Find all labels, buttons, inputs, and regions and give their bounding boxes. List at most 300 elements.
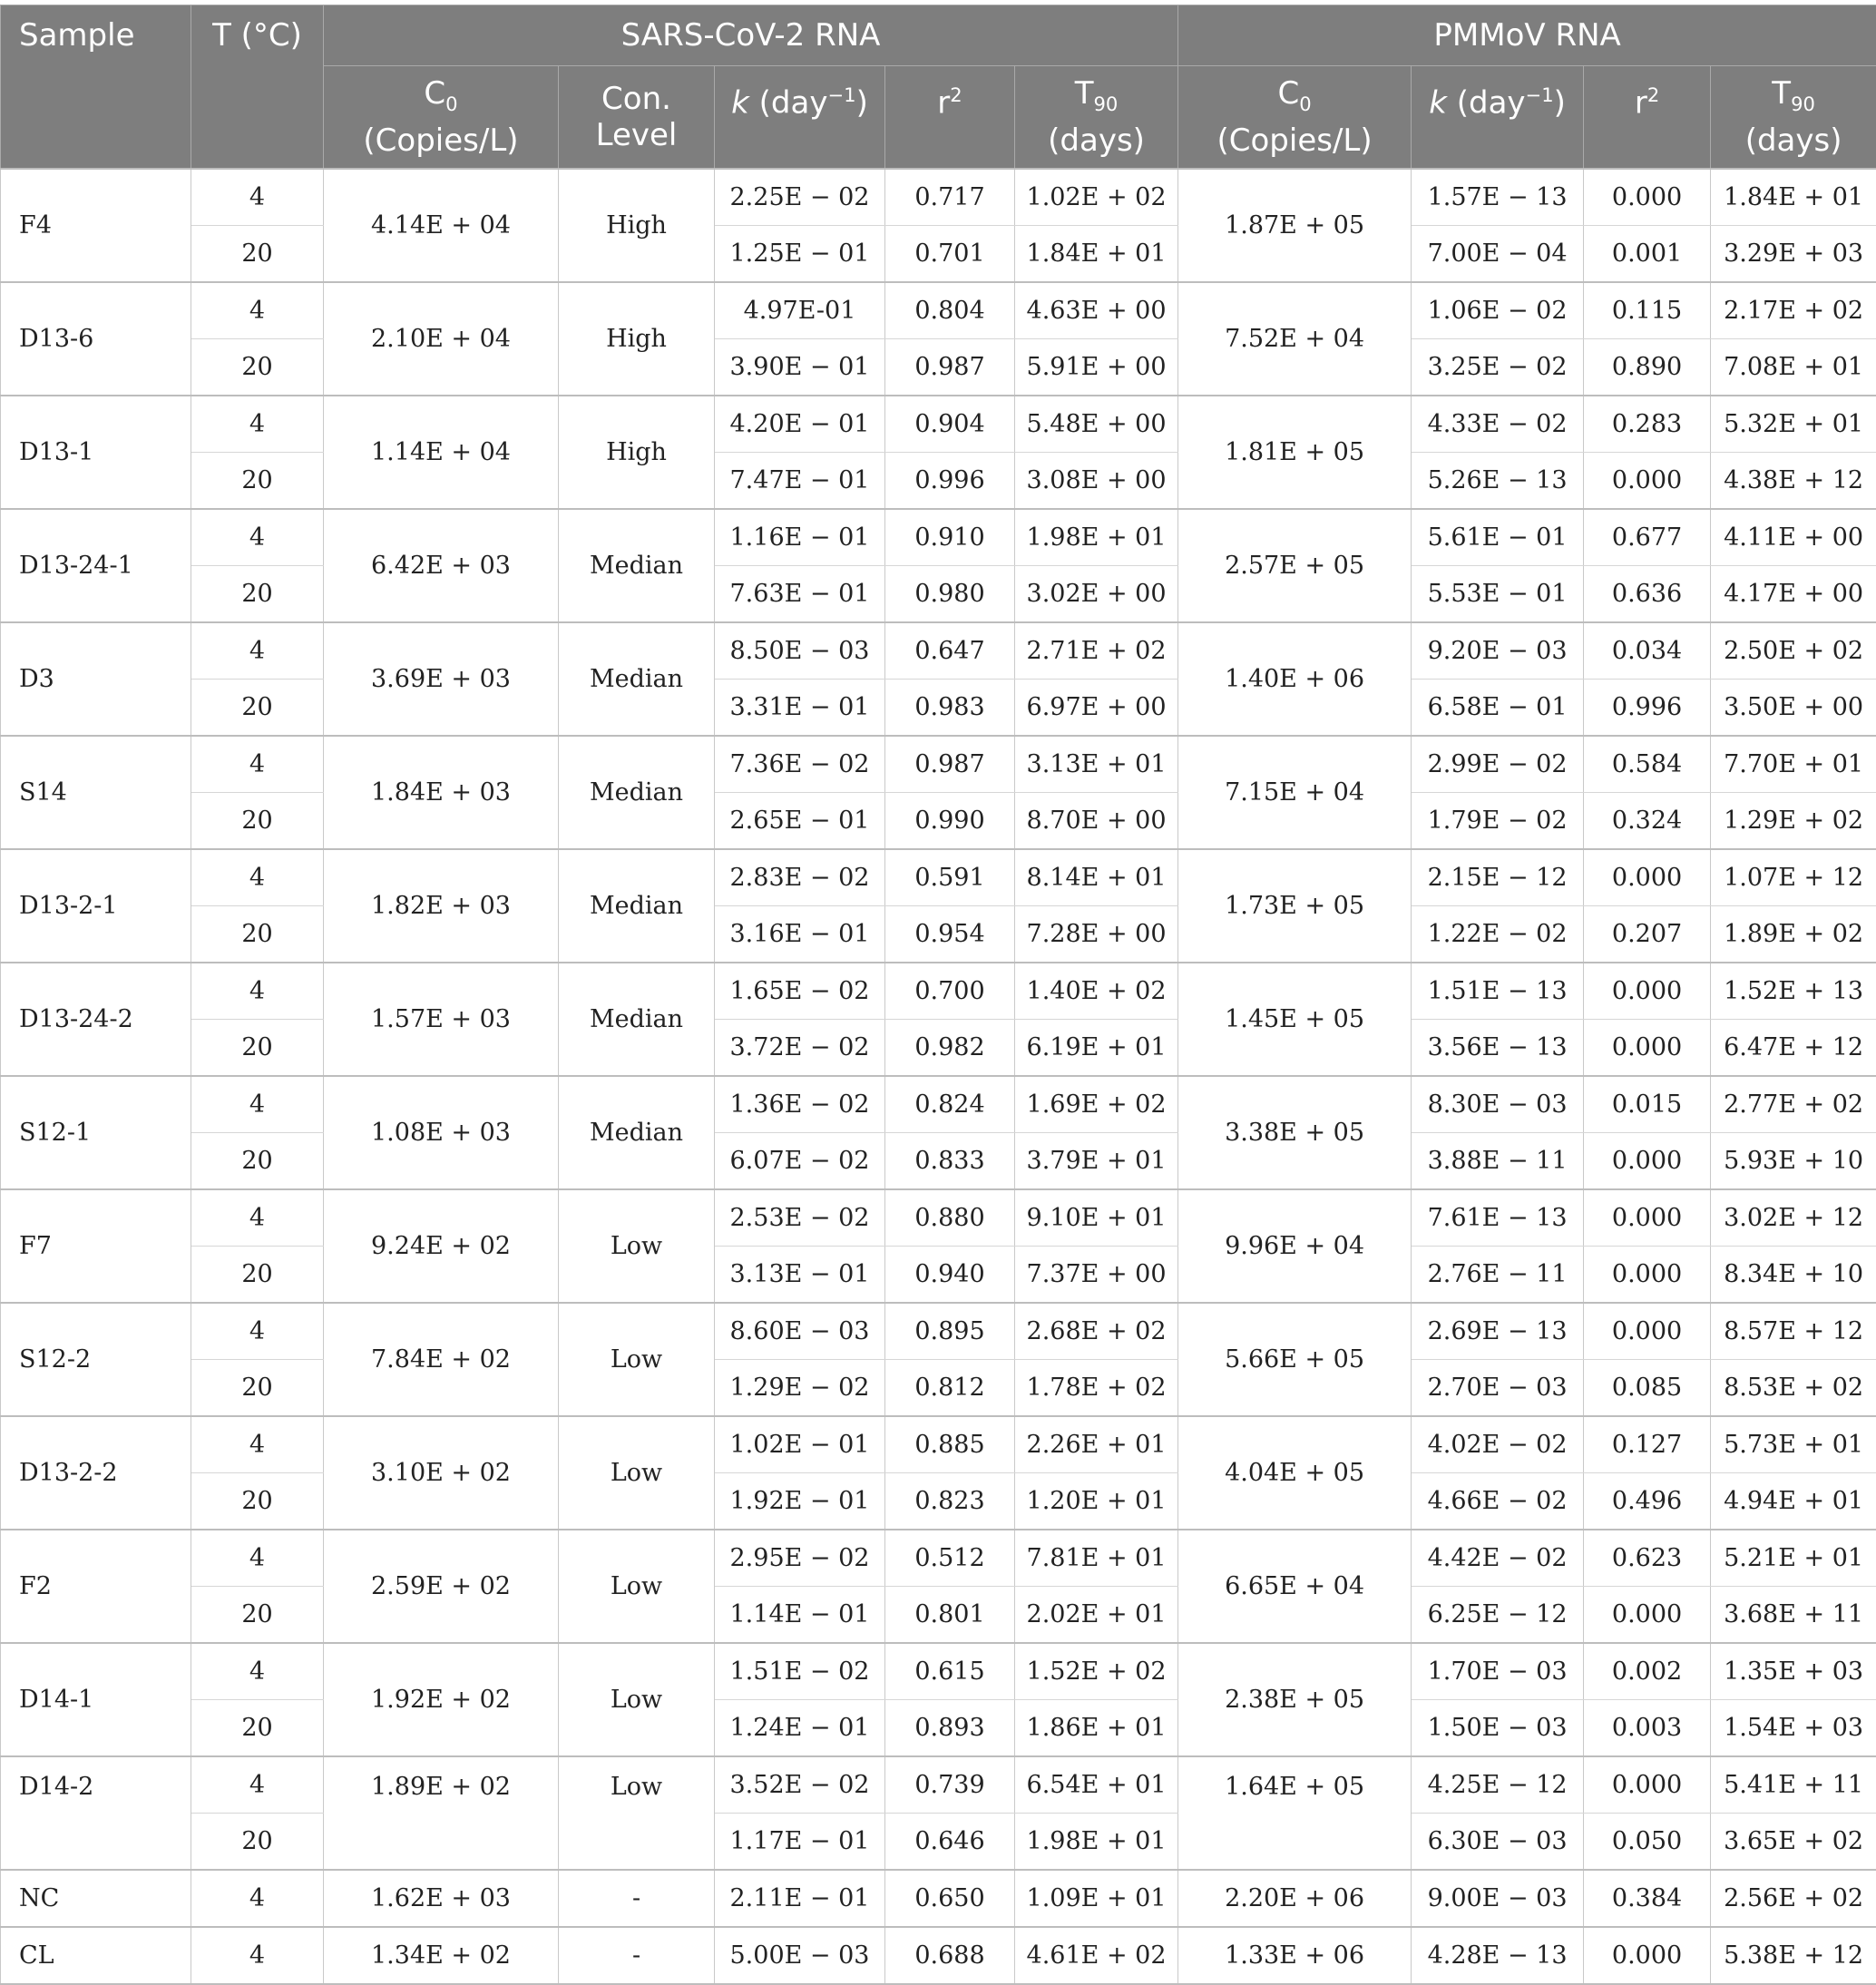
con-level-cell: High — [559, 169, 715, 282]
pmmov-t90-cell: 8.53E + 02 — [1711, 1360, 1876, 1417]
sample-name: F2 — [1, 1530, 191, 1643]
table-row — [1, 509, 1876, 566]
pmmov-k-cell: 5.61E − 01 — [1412, 509, 1584, 566]
sars-t90-cell: 1.98E + 01 — [1015, 1814, 1178, 1871]
sars-k-cell: 2.53E − 02 — [715, 1189, 885, 1247]
pmmov-r2-cell: 0.000 — [1584, 453, 1711, 510]
temperature-cell: 4 — [191, 1189, 324, 1247]
pmmov-r2-cell: 0.000 — [1584, 169, 1711, 226]
pmmov-t90-cell: 3.29E + 03 — [1711, 226, 1876, 283]
temperature-cell: 4 — [191, 736, 324, 793]
table-row — [1, 680, 1876, 737]
pmmov-r2-cell: 0.003 — [1584, 1700, 1711, 1757]
con-level-cell: Low — [559, 1416, 715, 1530]
pmmov-k-cell: 1.57E − 13 — [1412, 169, 1584, 226]
pmmov-t90-cell: 1.84E + 01 — [1711, 169, 1876, 226]
pmmov-t90-cell: 5.38E + 12 — [1711, 1927, 1876, 1984]
temperature-cell: 4 — [191, 1076, 324, 1133]
pmmov-k-cell: 4.02E − 02 — [1412, 1416, 1584, 1473]
pmmov-t90-cell: 5.73E + 01 — [1711, 1416, 1876, 1473]
pmmov-t90-cell: 1.35E + 03 — [1711, 1643, 1876, 1700]
sample-name: F7 — [1, 1189, 191, 1303]
pmmov-k-cell: 1.50E − 03 — [1412, 1700, 1584, 1757]
sars-k-cell: 8.60E − 03 — [715, 1303, 885, 1360]
sample-name: D14-1 — [1, 1643, 191, 1756]
pmmov-r2-cell: 0.115 — [1584, 282, 1711, 339]
sars-r2-cell: 0.987 — [885, 339, 1015, 396]
header-pmmov-t90: $T_{90}$ (days) — [1711, 66, 1876, 170]
sars-c0-cell: 1.82E + 03 — [324, 849, 559, 963]
sars-c0-cell: 1.08E + 03 — [324, 1076, 559, 1189]
sars-t90-cell: 1.86E + 01 — [1015, 1700, 1178, 1757]
pmmov-t90-cell: 5.93E + 10 — [1711, 1133, 1876, 1190]
sample-name: D13-6 — [1, 282, 191, 396]
table-row — [1, 1360, 1876, 1417]
pmmov-k-cell: 9.00E − 03 — [1412, 1870, 1584, 1927]
header-sars-t90: $T_{90}$ (days) — [1015, 66, 1178, 170]
temperature-cell: 20 — [191, 1814, 324, 1871]
header-pmmov-r2: $r^2$ — [1584, 66, 1711, 170]
pmmov-k-cell: 7.61E − 13 — [1412, 1189, 1584, 1247]
sample-name: D13-2-1 — [1, 849, 191, 963]
header-sars-r2: $r^2$ — [885, 66, 1015, 170]
decay-rate-table — [0, 5, 1876, 1985]
temperature-cell: 20 — [191, 1700, 324, 1757]
pmmov-t90-cell: 6.47E + 12 — [1711, 1020, 1876, 1077]
sars-k-cell: 6.07E − 02 — [715, 1133, 885, 1190]
pmmov-r2-cell: 0.085 — [1584, 1360, 1711, 1417]
pmmov-k-cell: 1.70E − 03 — [1412, 1643, 1584, 1700]
con-level-cell: Low — [559, 1189, 715, 1303]
pmmov-c0-cell: 1.73E + 05 — [1178, 849, 1412, 963]
sars-k-cell: 3.13E − 01 — [715, 1247, 885, 1304]
table-row — [1, 566, 1876, 623]
pmmov-t90-cell: 7.70E + 01 — [1711, 736, 1876, 793]
table-row — [1, 1416, 1876, 1473]
pmmov-t90-cell: 2.56E + 02 — [1711, 1870, 1876, 1927]
pmmov-t90-cell: 3.50E + 00 — [1711, 680, 1876, 737]
sars-t90-cell: 6.19E + 01 — [1015, 1020, 1178, 1077]
sars-c0-cell: 1.84E + 03 — [324, 736, 559, 849]
sars-r2-cell: 0.512 — [885, 1530, 1015, 1587]
sars-t90-cell: 1.52E + 02 — [1015, 1643, 1178, 1700]
sars-k-cell: 3.16E − 01 — [715, 906, 885, 963]
sars-k-cell: 1.29E − 02 — [715, 1360, 885, 1417]
con-level-cell: Median — [559, 1076, 715, 1189]
table-row — [1, 339, 1876, 396]
pmmov-k-cell: 1.22E − 02 — [1412, 906, 1584, 963]
pmmov-r2-cell: 0.207 — [1584, 906, 1711, 963]
temperature-cell: 4 — [191, 169, 324, 226]
temperature-cell: 4 — [191, 1530, 324, 1587]
pmmov-c0-cell: 7.15E + 04 — [1178, 736, 1412, 849]
pmmov-r2-cell: 0.324 — [1584, 793, 1711, 850]
temperature-cell: 4 — [191, 963, 324, 1020]
sars-t90-cell: 1.78E + 02 — [1015, 1360, 1178, 1417]
table-row — [1, 1756, 1876, 1814]
sample-name: CL — [1, 1927, 191, 1984]
sars-r2-cell: 0.739 — [885, 1756, 1015, 1814]
sars-k-cell: 5.00E − 03 — [715, 1927, 885, 1984]
sars-r2-cell: 0.646 — [885, 1814, 1015, 1871]
sars-t90-cell: 3.02E + 00 — [1015, 566, 1178, 623]
sample-name: S14 — [1, 736, 191, 849]
sars-r2-cell: 0.717 — [885, 169, 1015, 226]
pmmov-t90-cell: 3.65E + 02 — [1711, 1814, 1876, 1871]
pmmov-c0-cell: 5.66E + 05 — [1178, 1303, 1412, 1416]
header-con-level: Con. Level — [559, 66, 715, 170]
pmmov-c0-cell: 1.33E + 06 — [1178, 1927, 1412, 1984]
sample-name: D3 — [1, 622, 191, 736]
table-row — [1, 1020, 1876, 1077]
pmmov-r2-cell: 0.636 — [1584, 566, 1711, 623]
sars-k-cell: 7.47E − 01 — [715, 453, 885, 510]
pmmov-r2-cell: 0.000 — [1584, 1927, 1711, 1984]
sars-t90-cell: 9.10E + 01 — [1015, 1189, 1178, 1247]
pmmov-r2-cell: 0.127 — [1584, 1416, 1711, 1473]
sars-r2-cell: 0.833 — [885, 1133, 1015, 1190]
table-row — [1, 1473, 1876, 1530]
pmmov-k-cell: 9.20E − 03 — [1412, 622, 1584, 680]
pmmov-t90-cell: 4.17E + 00 — [1711, 566, 1876, 623]
pmmov-k-cell: 4.28E − 13 — [1412, 1927, 1584, 1984]
temperature-cell: 20 — [191, 1133, 324, 1190]
sars-r2-cell: 0.904 — [885, 396, 1015, 453]
sars-r2-cell: 0.990 — [885, 793, 1015, 850]
pmmov-t90-cell: 3.02E + 12 — [1711, 1189, 1876, 1247]
sars-c0-cell: 3.10E + 02 — [324, 1416, 559, 1530]
con-level-cell: Median — [559, 963, 715, 1076]
table-row — [1, 906, 1876, 963]
sars-r2-cell: 0.615 — [885, 1643, 1015, 1700]
sars-k-cell: 1.02E − 01 — [715, 1416, 885, 1473]
sars-k-cell: 1.51E − 02 — [715, 1643, 885, 1700]
sars-c0-cell: 1.62E + 03 — [324, 1870, 559, 1927]
temperature-cell: 20 — [191, 1587, 324, 1644]
sars-t90-cell: 7.81E + 01 — [1015, 1530, 1178, 1587]
sars-t90-cell: 4.61E + 02 — [1015, 1927, 1178, 1984]
table-row — [1, 1814, 1876, 1871]
sample-name: S12-1 — [1, 1076, 191, 1189]
pmmov-r2-cell: 0.000 — [1584, 1020, 1711, 1077]
table-row — [1, 1530, 1876, 1587]
header-sars-cov-2-rna: SARS-CoV-2 RNA — [324, 5, 1178, 66]
sars-r2-cell: 0.688 — [885, 1927, 1015, 1984]
temperature-cell: 4 — [191, 282, 324, 339]
table-row — [1, 793, 1876, 850]
pmmov-r2-cell: 0.000 — [1584, 963, 1711, 1020]
temperature-cell: 20 — [191, 566, 324, 623]
sample-name: F4 — [1, 169, 191, 282]
sars-t90-cell: 2.71E + 02 — [1015, 622, 1178, 680]
sars-t90-cell: 1.84E + 01 — [1015, 226, 1178, 283]
pmmov-t90-cell: 5.41E + 11 — [1711, 1756, 1876, 1814]
sars-r2-cell: 0.812 — [885, 1360, 1015, 1417]
sars-t90-cell: 7.28E + 00 — [1015, 906, 1178, 963]
pmmov-c0-cell: 2.38E + 05 — [1178, 1643, 1412, 1756]
temperature-cell: 20 — [191, 680, 324, 737]
temperature-cell: 4 — [191, 1303, 324, 1360]
temperature-cell: 20 — [191, 1247, 324, 1304]
sars-r2-cell: 0.893 — [885, 1700, 1015, 1757]
pmmov-c0-cell: 1.87E + 05 — [1178, 169, 1412, 282]
pmmov-k-cell: 1.51E − 13 — [1412, 963, 1584, 1020]
con-level-cell: - — [559, 1927, 715, 1984]
pmmov-r2-cell: 0.050 — [1584, 1814, 1711, 1871]
table-row — [1, 396, 1876, 453]
pmmov-t90-cell: 2.77E + 02 — [1711, 1076, 1876, 1133]
sars-c0-cell: 3.69E + 03 — [324, 622, 559, 736]
pmmov-c0-cell: 2.57E + 05 — [1178, 509, 1412, 622]
sars-t90-cell: 2.02E + 01 — [1015, 1587, 1178, 1644]
pmmov-k-cell: 3.25E − 02 — [1412, 339, 1584, 396]
sars-r2-cell: 0.823 — [885, 1473, 1015, 1530]
pmmov-k-cell: 4.25E − 12 — [1412, 1756, 1584, 1814]
pmmov-k-cell: 2.99E − 02 — [1412, 736, 1584, 793]
pmmov-k-cell: 3.56E − 13 — [1412, 1020, 1584, 1077]
sars-r2-cell: 0.880 — [885, 1189, 1015, 1247]
sars-c0-cell: 7.84E + 02 — [324, 1303, 559, 1416]
sars-t90-cell: 8.14E + 01 — [1015, 849, 1178, 906]
pmmov-c0-cell: 7.52E + 04 — [1178, 282, 1412, 396]
header-pmmov-k: k (day$^{-1}$) — [1412, 66, 1584, 170]
table-row — [1, 849, 1876, 906]
pmmov-k-cell: 2.15E − 12 — [1412, 849, 1584, 906]
pmmov-r2-cell: 0.000 — [1584, 1303, 1711, 1360]
con-level-cell: High — [559, 282, 715, 396]
pmmov-r2-cell: 0.384 — [1584, 1870, 1711, 1927]
pmmov-t90-cell: 1.52E + 13 — [1711, 963, 1876, 1020]
pmmov-c0-cell: 1.40E + 06 — [1178, 622, 1412, 736]
sars-c0-cell: 2.10E + 04 — [324, 282, 559, 396]
sars-k-cell: 1.17E − 01 — [715, 1814, 885, 1871]
sars-t90-cell: 1.69E + 02 — [1015, 1076, 1178, 1133]
sars-r2-cell: 0.650 — [885, 1870, 1015, 1927]
pmmov-r2-cell: 0.015 — [1584, 1076, 1711, 1133]
pmmov-r2-cell: 0.002 — [1584, 1643, 1711, 1700]
sars-t90-cell: 1.09E + 01 — [1015, 1870, 1178, 1927]
temperature-cell: 20 — [191, 453, 324, 510]
pmmov-r2-cell: 0.000 — [1584, 1247, 1711, 1304]
header-temperature: T (°C) — [191, 5, 324, 170]
pmmov-t90-cell: 1.89E + 02 — [1711, 906, 1876, 963]
temperature-cell: 20 — [191, 1473, 324, 1530]
table-row — [1, 282, 1876, 339]
pmmov-r2-cell: 0.890 — [1584, 339, 1711, 396]
pmmov-t90-cell: 2.50E + 02 — [1711, 622, 1876, 680]
sars-k-cell: 3.31E − 01 — [715, 680, 885, 737]
pmmov-k-cell: 4.33E − 02 — [1412, 396, 1584, 453]
pmmov-c0-cell: 2.20E + 06 — [1178, 1870, 1412, 1927]
pmmov-t90-cell: 4.38E + 12 — [1711, 453, 1876, 510]
sars-r2-cell: 0.700 — [885, 963, 1015, 1020]
sars-t90-cell: 1.20E + 01 — [1015, 1473, 1178, 1530]
pmmov-c0-cell: 6.65E + 04 — [1178, 1530, 1412, 1643]
pmmov-t90-cell: 5.21E + 01 — [1711, 1530, 1876, 1587]
sars-t90-cell: 3.08E + 00 — [1015, 453, 1178, 510]
pmmov-k-cell: 3.88E − 11 — [1412, 1133, 1584, 1190]
sars-r2-cell: 0.940 — [885, 1247, 1015, 1304]
sars-r2-cell: 0.983 — [885, 680, 1015, 737]
sars-k-cell: 3.52E − 02 — [715, 1756, 885, 1814]
sars-k-cell: 4.20E − 01 — [715, 396, 885, 453]
sars-k-cell: 1.24E − 01 — [715, 1700, 885, 1757]
table-row — [1, 453, 1876, 510]
temperature-cell: 4 — [191, 1756, 324, 1814]
pmmov-k-cell: 1.79E − 02 — [1412, 793, 1584, 850]
con-level-cell: Low — [559, 1643, 715, 1756]
sars-t90-cell: 1.02E + 02 — [1015, 169, 1178, 226]
sars-c0-cell: 9.24E + 02 — [324, 1189, 559, 1303]
temperature-cell: 4 — [191, 622, 324, 680]
sars-k-cell: 1.92E − 01 — [715, 1473, 885, 1530]
con-level-cell: Low — [559, 1303, 715, 1416]
table-body — [1, 169, 1876, 1984]
sars-c0-cell: 1.89E + 02 — [324, 1756, 559, 1870]
temperature-cell: 20 — [191, 906, 324, 963]
pmmov-c0-cell: 4.04E + 05 — [1178, 1416, 1412, 1530]
pmmov-k-cell: 4.42E − 02 — [1412, 1530, 1584, 1587]
pmmov-c0-cell: 3.38E + 05 — [1178, 1076, 1412, 1189]
pmmov-r2-cell: 0.000 — [1584, 1133, 1711, 1190]
sars-c0-cell: 4.14E + 04 — [324, 169, 559, 282]
table-row — [1, 169, 1876, 226]
sars-k-cell: 2.25E − 02 — [715, 169, 885, 226]
temperature-cell: 20 — [191, 793, 324, 850]
pmmov-k-cell: 5.26E − 13 — [1412, 453, 1584, 510]
pmmov-t90-cell: 4.11E + 00 — [1711, 509, 1876, 566]
pmmov-r2-cell: 0.000 — [1584, 1756, 1711, 1814]
table-row — [1, 622, 1876, 680]
table-row — [1, 226, 1876, 283]
sample-name: D13-24-2 — [1, 963, 191, 1076]
table-row — [1, 963, 1876, 1020]
pmmov-r2-cell: 0.034 — [1584, 622, 1711, 680]
pmmov-t90-cell: 8.34E + 10 — [1711, 1247, 1876, 1304]
sars-t90-cell: 1.40E + 02 — [1015, 963, 1178, 1020]
header-pmmov-rna: PMMoV RNA — [1178, 5, 1876, 66]
table-row — [1, 1076, 1876, 1133]
sample-name: S12-2 — [1, 1303, 191, 1416]
sars-r2-cell: 0.591 — [885, 849, 1015, 906]
table-row — [1, 1700, 1876, 1757]
con-level-cell: Low — [559, 1756, 715, 1870]
sample-name: D13-1 — [1, 396, 191, 509]
sars-r2-cell: 0.801 — [885, 1587, 1015, 1644]
pmmov-r2-cell: 0.283 — [1584, 396, 1711, 453]
temperature-cell: 4 — [191, 849, 324, 906]
sars-r2-cell: 0.982 — [885, 1020, 1015, 1077]
temperature-cell: 20 — [191, 1020, 324, 1077]
sars-c0-cell: 6.42E + 03 — [324, 509, 559, 622]
sars-k-cell: 1.14E − 01 — [715, 1587, 885, 1644]
pmmov-k-cell: 6.25E − 12 — [1412, 1587, 1584, 1644]
pmmov-t90-cell: 1.54E + 03 — [1711, 1700, 1876, 1757]
pmmov-k-cell: 8.30E − 03 — [1412, 1076, 1584, 1133]
pmmov-t90-cell: 8.57E + 12 — [1711, 1303, 1876, 1360]
sars-c0-cell: 2.59E + 02 — [324, 1530, 559, 1643]
pmmov-t90-cell: 7.08E + 01 — [1711, 339, 1876, 396]
con-level-cell: Median — [559, 849, 715, 963]
table-row — [1, 1870, 1876, 1927]
sars-k-cell: 1.25E − 01 — [715, 226, 885, 283]
con-level-cell: Low — [559, 1530, 715, 1643]
sars-k-cell: 2.11E − 01 — [715, 1870, 885, 1927]
sample-name: D14-2 — [1, 1756, 191, 1870]
sars-r2-cell: 0.647 — [885, 622, 1015, 680]
pmmov-c0-cell: 1.64E + 05 — [1178, 1756, 1412, 1870]
pmmov-r2-cell: 0.677 — [1584, 509, 1711, 566]
table-row — [1, 736, 1876, 793]
temperature-cell: 20 — [191, 339, 324, 396]
sars-r2-cell: 0.824 — [885, 1076, 1015, 1133]
sars-t90-cell: 2.68E + 02 — [1015, 1303, 1178, 1360]
pmmov-t90-cell: 1.29E + 02 — [1711, 793, 1876, 850]
sars-k-cell: 3.90E − 01 — [715, 339, 885, 396]
sars-t90-cell: 8.70E + 00 — [1015, 793, 1178, 850]
sars-t90-cell: 6.97E + 00 — [1015, 680, 1178, 737]
sars-k-cell: 1.16E − 01 — [715, 509, 885, 566]
sars-t90-cell: 3.13E + 01 — [1015, 736, 1178, 793]
pmmov-k-cell: 2.76E − 11 — [1412, 1247, 1584, 1304]
pmmov-r2-cell: 0.496 — [1584, 1473, 1711, 1530]
temperature-cell: 20 — [191, 226, 324, 283]
sars-t90-cell: 6.54E + 01 — [1015, 1756, 1178, 1814]
table-row — [1, 1133, 1876, 1190]
pmmov-r2-cell: 0.996 — [1584, 680, 1711, 737]
pmmov-c0-cell: 9.96E + 04 — [1178, 1189, 1412, 1303]
header-sars-c0: $C_0$ (Copies/L) — [324, 66, 559, 170]
pmmov-k-cell: 2.70E − 03 — [1412, 1360, 1584, 1417]
sars-r2-cell: 0.910 — [885, 509, 1015, 566]
header-sars-k: k (day$^{-1}$) — [715, 66, 885, 170]
temperature-cell: 4 — [191, 1643, 324, 1700]
sars-t90-cell: 2.26E + 01 — [1015, 1416, 1178, 1473]
sars-k-cell: 8.50E − 03 — [715, 622, 885, 680]
pmmov-t90-cell: 1.07E + 12 — [1711, 849, 1876, 906]
table-row — [1, 1643, 1876, 1700]
sars-k-cell: 3.72E − 02 — [715, 1020, 885, 1077]
pmmov-k-cell: 4.66E − 02 — [1412, 1473, 1584, 1530]
sars-r2-cell: 0.980 — [885, 566, 1015, 623]
sars-r2-cell: 0.996 — [885, 453, 1015, 510]
pmmov-r2-cell: 0.000 — [1584, 1189, 1711, 1247]
sars-k-cell: 1.65E − 02 — [715, 963, 885, 1020]
pmmov-r2-cell: 0.584 — [1584, 736, 1711, 793]
sars-c0-cell: 1.92E + 02 — [324, 1643, 559, 1756]
sars-k-cell: 2.95E − 02 — [715, 1530, 885, 1587]
sars-k-cell: 4.97E-01 — [715, 282, 885, 339]
header-pmmov-c0: $C_0$ (Copies/L) — [1178, 66, 1412, 170]
sars-r2-cell: 0.954 — [885, 906, 1015, 963]
con-level-cell: Median — [559, 736, 715, 849]
sars-c0-cell: 1.57E + 03 — [324, 963, 559, 1076]
temperature-cell: 4 — [191, 396, 324, 453]
pmmov-k-cell: 1.06E − 02 — [1412, 282, 1584, 339]
pmmov-k-cell: 7.00E − 04 — [1412, 226, 1584, 283]
pmmov-t90-cell: 3.68E + 11 — [1711, 1587, 1876, 1644]
pmmov-c0-cell: 1.45E + 05 — [1178, 963, 1412, 1076]
sars-r2-cell: 0.701 — [885, 226, 1015, 283]
sars-t90-cell: 1.98E + 01 — [1015, 509, 1178, 566]
sample-name: D13-24-1 — [1, 509, 191, 622]
pmmov-t90-cell: 2.17E + 02 — [1711, 282, 1876, 339]
pmmov-t90-cell: 5.32E + 01 — [1711, 396, 1876, 453]
con-level-cell: High — [559, 396, 715, 509]
temperature-cell: 4 — [191, 1927, 324, 1984]
temperature-cell: 4 — [191, 509, 324, 566]
con-level-cell: - — [559, 1870, 715, 1927]
